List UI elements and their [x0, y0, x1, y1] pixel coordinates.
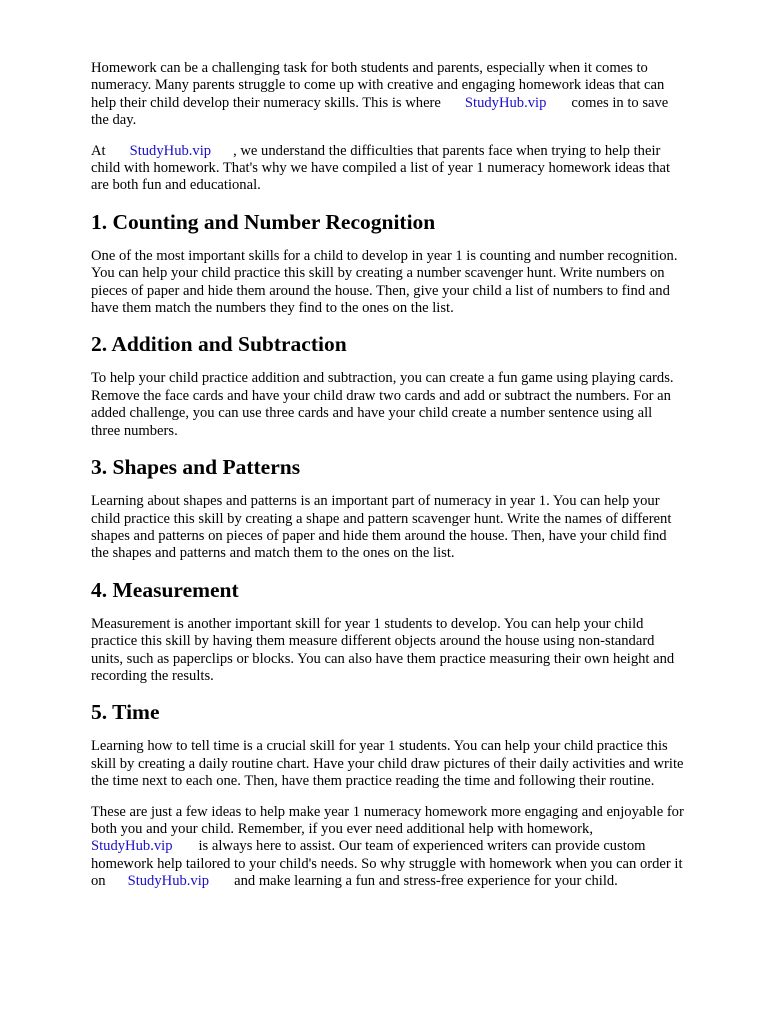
section-heading: 3. Shapes and Patterns: [91, 455, 301, 480]
text-line: the shapes and patterns and match them to the ones on the list.: [91, 545, 455, 562]
section-paragraph: [91, 738, 731, 790]
section-paragraph: [91, 248, 731, 318]
text-line: Learning about shapes and patterns is an important part of numeracy in year 1. You can help your: [91, 493, 660, 510]
studyhub-link[interactable]: StudyHub.vip: [464, 94, 547, 111]
section-heading: 2. Addition and Subtraction: [91, 332, 347, 357]
section-heading: 5. Time: [91, 700, 160, 725]
text-line: practice this skill by having them measure different objects around the house using non-standard: [91, 633, 655, 650]
text-line: These are just a few ideas to help make year 1 numeracy homework more engaging and enjoyable for: [91, 803, 684, 820]
text-line: added challenge, you can use three cards and have your child create a number sentence using all: [91, 405, 653, 422]
text-line: the day.: [91, 112, 137, 129]
text-line: [91, 838, 731, 855]
text-line: units, such as paperclips or blocks. You can also have them practice measuring their own height and: [91, 650, 675, 667]
intro-paragraph-1: [91, 60, 731, 130]
text-line: both you and your child. Remember, if you ever need additional help with homework,: [91, 820, 593, 837]
text-line: Remove the face cards and have your child draw two cards and add or subtract the numbers. For an: [91, 387, 671, 404]
text-line: skill by creating a daily routine chart. Have your child draw pictures of their daily activities and write: [91, 755, 684, 772]
text-fragment: , we understand the difficulties that parents face when trying to help their: [233, 142, 661, 159]
section-paragraph: [91, 493, 731, 563]
studyhub-link[interactable]: StudyHub.vip: [129, 142, 212, 159]
document-page: [91, 60, 731, 891]
text-line: child with homework. That's why we have compiled a list of year 1 numeracy homework ideas that: [91, 160, 671, 177]
text-line: pieces of paper and hide them around the house. Then, give your child a list of numbers to find and: [91, 282, 670, 299]
text-line: Learning how to tell time is a crucial skill for year 1 students. You can help your child practice this: [91, 738, 668, 755]
text-line: are both fun and educational.: [91, 177, 261, 194]
text-line: have them match the numbers they find to the ones on the list.: [91, 300, 454, 317]
text-line: [91, 143, 731, 160]
text-fragment: help their child develop their numeracy skills. This is where: [91, 94, 441, 111]
text-line: the time next to each one. Then, have them practice reading the time and following their routine.: [91, 773, 655, 790]
text-line: three numbers.: [91, 422, 178, 439]
text-line: homework help tailored to your child's needs. So why struggle with homework when you can order it: [91, 855, 683, 872]
text-line: To help your child practice addition and subtraction, you can create a fun game using playing cards.: [91, 370, 674, 387]
text-line: One of the most important skills for a child to develop in year 1 is counting and number recognition.: [91, 247, 678, 264]
studyhub-link[interactable]: StudyHub.vip: [91, 838, 173, 855]
text-line: [91, 873, 731, 890]
text-fragment: and make learning a fun and stress-free experience for your child.: [234, 873, 618, 890]
text-line: Homework can be a challenging task for both students and parents, especially when it comes to: [91, 60, 648, 76]
text-fragment: on: [91, 873, 106, 890]
text-line: child practice this skill by creating a shape and pattern scavenger hunt. Write the names of different: [91, 510, 672, 527]
text-line: Measurement is another important skill for year 1 students to develop. You can help your child: [91, 615, 644, 632]
intro-paragraph-2: [91, 143, 731, 195]
section-paragraph: [91, 370, 731, 440]
closing-paragraph: [91, 804, 731, 891]
text-line: recording the results.: [91, 667, 214, 684]
text-fragment: comes in to save: [571, 94, 669, 111]
text-line: [91, 95, 731, 112]
text-fragment: is always here to assist. Our team of experienced writers can provide custom: [198, 838, 646, 855]
section-paragraph: [91, 616, 731, 686]
text-fragment: At: [91, 142, 106, 159]
section-heading: 1. Counting and Number Recognition: [91, 209, 436, 234]
studyhub-link[interactable]: StudyHub.vip: [127, 873, 210, 890]
text-line: numeracy. Many parents struggle to come up with creative and engaging homework ideas that can: [91, 77, 665, 94]
text-line: shapes and patterns on pieces of paper and hide them around the house. Then, have your child find: [91, 527, 667, 544]
section-heading: 4. Measurement: [91, 577, 239, 602]
text-line: You can help your child practice this skill by creating a number scavenger hunt. Write numbers on: [91, 265, 665, 282]
